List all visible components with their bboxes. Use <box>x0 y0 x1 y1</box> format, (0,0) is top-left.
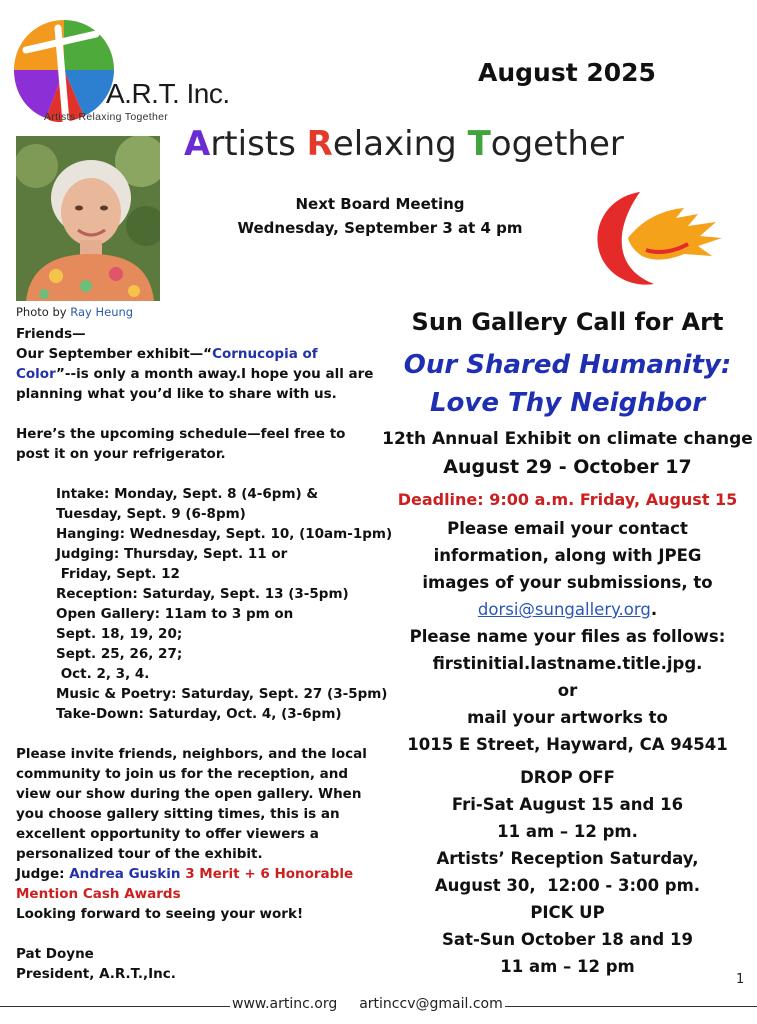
board-meeting-notice <box>200 192 560 240</box>
schedule-item: Sept. 18, 19, 20; <box>56 626 183 642</box>
photo-credit-prefix: Photo by <box>16 305 71 319</box>
footer-website[interactable]: www.artinc.org <box>232 996 338 1012</box>
reception-line-2: August 30, 12:00 - 3:00 pm. <box>434 876 701 895</box>
banner-letter-r: R <box>306 124 333 164</box>
photo-credit <box>16 305 133 319</box>
dropoff-dates: Fri-Sat August 15 and 16 <box>451 795 684 814</box>
naming-instructions-1: Please name your files as follows: <box>409 627 726 646</box>
board-meeting-label: Next Board Meeting <box>295 195 465 213</box>
footer <box>0 994 757 1018</box>
email-instructions-1: Please email your contact <box>447 519 688 538</box>
schedule-item: Music & Poetry: Saturday, Sept. 27 (3-5pm) <box>56 686 388 702</box>
email-period: . <box>650 600 658 619</box>
signer-name: Pat Doyne <box>16 946 94 962</box>
schedule-item: Intake: Monday, Sept. 8 (4-6pm) & <box>56 486 319 502</box>
email-line <box>380 596 755 623</box>
dropoff-time: 11 am – 12 pm. <box>497 822 638 841</box>
judge-name: Andrea Guskin <box>69 866 181 882</box>
dropoff-label: DROP OFF <box>520 768 615 787</box>
schedule-item: Judging: Thursday, Sept. 11 or <box>56 546 288 562</box>
president-letter <box>16 324 393 984</box>
signer-title: President, A.R.T.,Inc. <box>16 966 176 982</box>
pickup-dates: Sat-Sun October 18 and 19 <box>442 930 693 949</box>
exhibit-name: Cornucopia of Color <box>16 346 318 382</box>
logo-name: A.R.T. Inc. <box>106 78 230 109</box>
reception-line-1: Artists’ Reception Saturday, <box>436 849 699 868</box>
schedule-list <box>16 484 393 724</box>
art-inc-logo <box>6 14 236 126</box>
dropoff-section <box>380 764 755 980</box>
photographer-name: Ray Heung <box>70 305 134 319</box>
banner-letter-a: A <box>184 124 211 164</box>
schedule-item: Oct. 2, 3, 4. <box>56 666 150 682</box>
letter-closing: Looking forward to seeing your work! <box>16 906 304 922</box>
sun-gallery-logo-icon <box>588 180 728 290</box>
letter-paragraph-3: Please invite friends, neighbors, and the local community to join us for the reception, and view our show during the open gallery. When you choose gallery sitting times, this is an excellent opportunity to offer viewers a personalized tour of the exhibit. <box>16 746 367 862</box>
email-instructions-2: information, along with JPEG <box>433 546 702 565</box>
portrait-image <box>16 136 160 301</box>
footer-email[interactable]: artinccv@gmail.com <box>359 996 503 1012</box>
issue-month: August 2025 <box>478 58 656 87</box>
naming-instructions-2: firstinitial.lastname.title.jpg. <box>432 654 703 673</box>
president-photo <box>16 136 160 301</box>
banner-word-rtists: rtists <box>210 124 307 164</box>
letter-p1-lead: Our September exhibit—“ <box>16 346 213 362</box>
exhibit-title-line-2: Love Thy Neighbor <box>429 388 706 418</box>
banner-title <box>184 124 624 164</box>
schedule-item: Hanging: Wednesday, Sept. 10, (10am-1pm) <box>56 526 393 542</box>
banner-letter-t: T <box>467 124 491 164</box>
schedule-item: Tuesday, Sept. 9 (6-8pm) <box>56 506 246 522</box>
pickup-time: 11 am – 12 pm <box>500 957 635 976</box>
footer-rule-left <box>0 1006 232 1007</box>
letter-greeting: Friends— <box>16 326 86 342</box>
footer-contact <box>230 996 505 1012</box>
judge-label: Judge: <box>16 866 70 882</box>
call-title: Sun Gallery Call for Art <box>411 308 724 336</box>
submission-email-link[interactable]: dorsi@sungallery.org <box>477 600 651 619</box>
deadline: Deadline: 9:00 a.m. Friday, August 15 <box>397 490 738 509</box>
letter-paragraph-2: Here’s the upcoming schedule—feel free to post it on your refrigerator. <box>16 426 346 462</box>
or-separator: or <box>557 681 578 700</box>
board-meeting-date: Wednesday, September 3 at 4 pm <box>237 219 523 237</box>
letter-p1-rest: ”--is only a month away.I hope you all are planning what you’d like to share with us. <box>16 366 374 402</box>
exhibit-subtitle: 12th Annual Exhibit on climate change <box>382 429 753 449</box>
banner-word-elaxing: elaxing <box>332 124 468 164</box>
exhibit-title-line-1: Our Shared Humanity: <box>403 350 732 380</box>
banner-word-ogether: ogether <box>490 124 624 164</box>
schedule-item: Take-Down: Saturday, Oct. 4, (3-6pm) <box>56 706 342 722</box>
awards-text: 3 Merit + 6 Honorable Mention Cash Awards <box>16 866 354 902</box>
schedule-item: Open Gallery: 11am to 3 pm on <box>56 606 294 622</box>
exhibit-title <box>380 346 755 422</box>
footer-rule-right <box>505 1006 757 1007</box>
logo-tagline: Artists Relaxing Together <box>44 111 169 123</box>
mailing-address: 1015 E Street, Hayward, CA 94541 <box>407 735 728 754</box>
schedule-item: Friday, Sept. 12 <box>56 566 180 582</box>
mail-instructions-1: mail your artworks to <box>467 708 668 727</box>
schedule-item: Reception: Saturday, Sept. 13 (3-5pm) <box>56 586 349 602</box>
exhibit-dates: August 29 - October 17 <box>443 456 692 478</box>
call-for-art <box>380 300 755 980</box>
schedule-item: Sept. 25, 26, 27; <box>56 646 183 662</box>
page-number: 1 <box>736 972 745 987</box>
pickup-label: PICK UP <box>530 903 605 922</box>
judge-line <box>16 864 376 904</box>
email-instructions-3: images of your submissions, to <box>422 573 713 592</box>
letter-paragraph-1 <box>16 344 376 404</box>
